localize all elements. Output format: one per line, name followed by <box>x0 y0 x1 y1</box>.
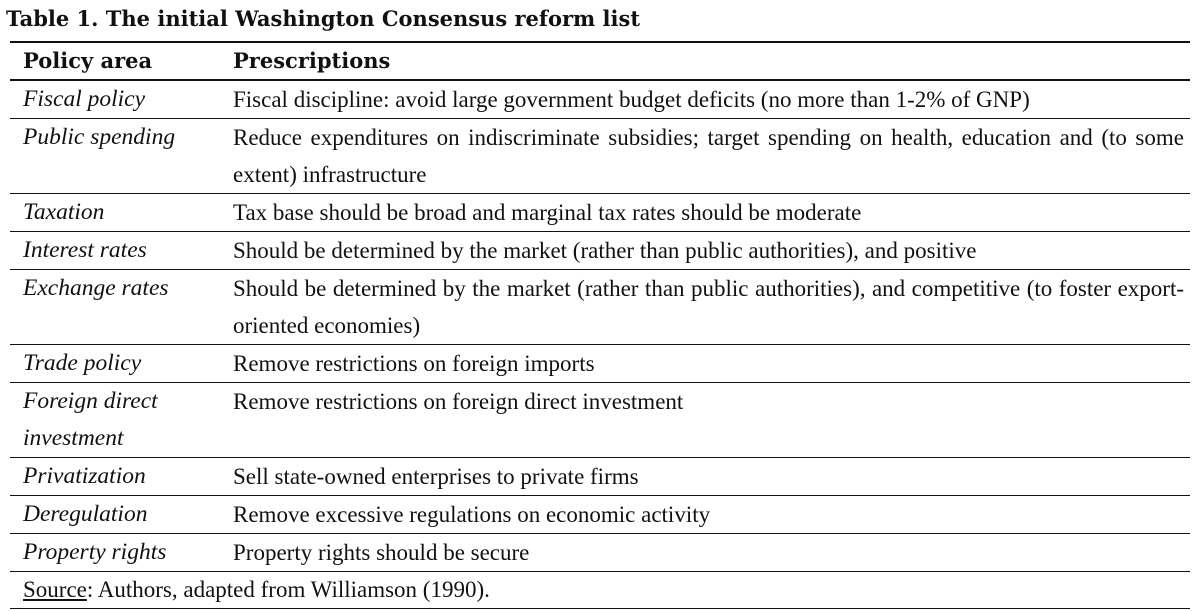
prescription-cell: Remove excessive regulations on economic activity <box>233 502 711 527</box>
policy-area-cell: Property rights <box>23 539 167 565</box>
prescription-cell: Property rights should be secure <box>233 540 530 565</box>
prescription-cell: Remove restrictions on foreign direct investment <box>233 389 684 414</box>
prescription-cell: Remove restrictions on foreign imports <box>233 351 595 376</box>
reform-table <box>10 41 1190 609</box>
table-row <box>10 119 1190 194</box>
table-header-row <box>10 43 1190 81</box>
prescription-cell: Tax base should be broad and marginal tax rates should be moderate <box>233 200 862 225</box>
table-source-row <box>10 572 1190 609</box>
source-text: : Authors, adapted from Williamson (1990). <box>86 577 490 602</box>
table-row <box>10 194 1190 232</box>
policy-area-cell: Foreign direct investment <box>23 388 158 451</box>
prescription-cell: Should be determined by the market (rather than public authorities), and positive <box>233 238 977 263</box>
policy-area-cell: Fiscal policy <box>23 86 146 112</box>
table-source-note <box>10 572 490 608</box>
policy-area-cell: Taxation <box>23 199 105 225</box>
column-header-prescriptions: Prescriptions <box>233 48 391 73</box>
source-label: Source <box>23 577 87 602</box>
policy-area-cell: Privatization <box>23 463 146 489</box>
policy-area-cell: Exchange rates <box>23 275 169 301</box>
table-row <box>10 232 1190 270</box>
policy-area-cell: Public spending <box>23 124 176 150</box>
prescription-cell: Fiscal discipline: avoid large government budget deficits (no more than 1-2% of GNP) <box>233 87 1030 112</box>
policy-area-cell: Interest rates <box>23 237 147 263</box>
table-row <box>10 458 1190 496</box>
prescription-cell: Reduce expenditures on indiscriminate subsidies; target spending on health, education and (to some extent) infrastructure <box>233 125 1184 187</box>
prescription-cell: Sell state-owned enterprises to private firms <box>233 464 639 489</box>
table-row <box>10 534 1190 572</box>
prescription-cell: Should be determined by the market (rather than public authorities), and competitive (to foster export-oriented economies) <box>233 276 1184 338</box>
table-row <box>10 345 1190 383</box>
policy-area-cell: Trade policy <box>23 350 142 376</box>
table-row <box>10 496 1190 534</box>
table-row <box>10 270 1190 345</box>
policy-area-cell: Deregulation <box>23 501 148 527</box>
table-row <box>10 81 1190 119</box>
table-row <box>10 383 1190 458</box>
column-header-policy-area: Policy area <box>23 48 153 73</box>
table-caption: Table 1. The initial Washington Consensus reform list <box>6 6 641 31</box>
